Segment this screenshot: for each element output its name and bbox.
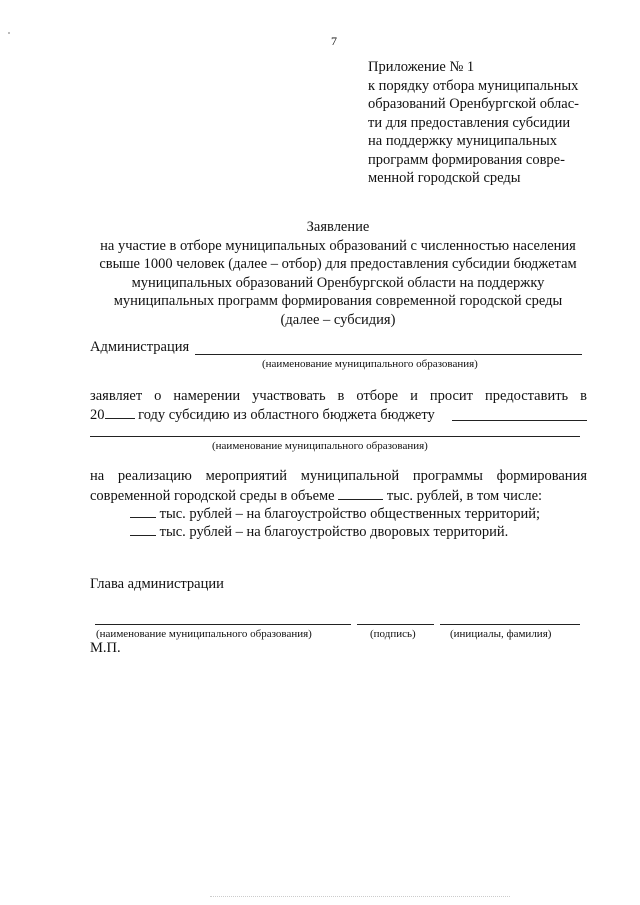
amount-yard-field[interactable] <box>130 523 156 536</box>
administration-label: Администрация <box>90 339 190 355</box>
title-line: муниципальных программ формирования современной городской среды <box>113 293 563 309</box>
amount-public-field[interactable] <box>130 505 156 518</box>
budget-recipient-field[interactable] <box>452 420 587 421</box>
appendix-line: менной городской среды <box>368 170 521 186</box>
signature-field[interactable] <box>357 624 434 625</box>
appendix-line: к порядку отбора муниципальных <box>368 77 579 94</box>
title-line: свыше 1000 человек (далее – отбор) для предоставления субсидии бюджетам <box>99 256 577 272</box>
administration-caption: (наименование муниципального образования) <box>262 358 478 370</box>
purpose-line-2 <box>90 487 542 505</box>
appendix-line: образований Оренбургской облас- <box>368 96 579 112</box>
appendix-line: ти для предоставления субсидии <box>368 114 571 131</box>
initials-field[interactable] <box>440 624 580 625</box>
title-line: (далее – субсидия) <box>280 311 396 328</box>
scan-artifact <box>210 896 510 899</box>
purpose-item-public <box>130 505 540 523</box>
title-heading: Заявление <box>306 219 370 235</box>
declaration-line-2 <box>90 406 435 424</box>
amount-suffix: тыс. рублей, в том числе: <box>386 488 543 504</box>
caption-signature: (подпись) <box>370 628 416 640</box>
appendix-block <box>368 58 598 188</box>
appendix-line: программ формирования совре- <box>368 151 565 168</box>
municipality-name-field[interactable] <box>90 436 580 437</box>
amount-total-field[interactable] <box>338 487 383 500</box>
appendix-line: Приложение № 1 <box>368 59 475 75</box>
declaration-text: году субсидию из областного бюджета бюджету <box>138 407 435 423</box>
amount-prefix: современной городской среды в объеме <box>90 488 335 504</box>
page-number: 7 <box>331 34 337 48</box>
administration-name-field[interactable] <box>195 354 582 355</box>
title-line: на участие в отборе муниципальных образований с численностью населения <box>100 237 576 254</box>
caption-initials: (инициалы, фамилия) <box>450 628 552 640</box>
year-field[interactable] <box>105 406 135 419</box>
title-line: муниципальных образований Оренбургской области на поддержку <box>131 274 545 291</box>
head-label: Глава администрации <box>90 576 224 592</box>
signature-municipality-field[interactable] <box>95 624 351 625</box>
appendix-line: на поддержку муниципальных <box>368 133 557 149</box>
purpose-item-yard <box>130 523 508 541</box>
yard-territories-text: тыс. рублей – на благоустройство дворовых территорий. <box>159 524 509 540</box>
scan-speck <box>8 32 10 34</box>
document-title <box>78 218 598 329</box>
declaration-caption: (наименование муниципального образования) <box>212 440 428 452</box>
year-prefix: 20 <box>90 407 105 423</box>
seal-mark: М.П. <box>90 640 121 656</box>
public-territories-text: тыс. рублей – на благоустройство общественных территорий; <box>159 506 541 522</box>
declaration-line-1: заявляет о намерении участвовать в отборе и просит предоставить в <box>90 388 587 404</box>
caption-municipality: (наименование муниципального образования) <box>96 628 312 640</box>
purpose-line-1: на реализацию мероприятий муниципальной программы формирования <box>90 468 587 484</box>
